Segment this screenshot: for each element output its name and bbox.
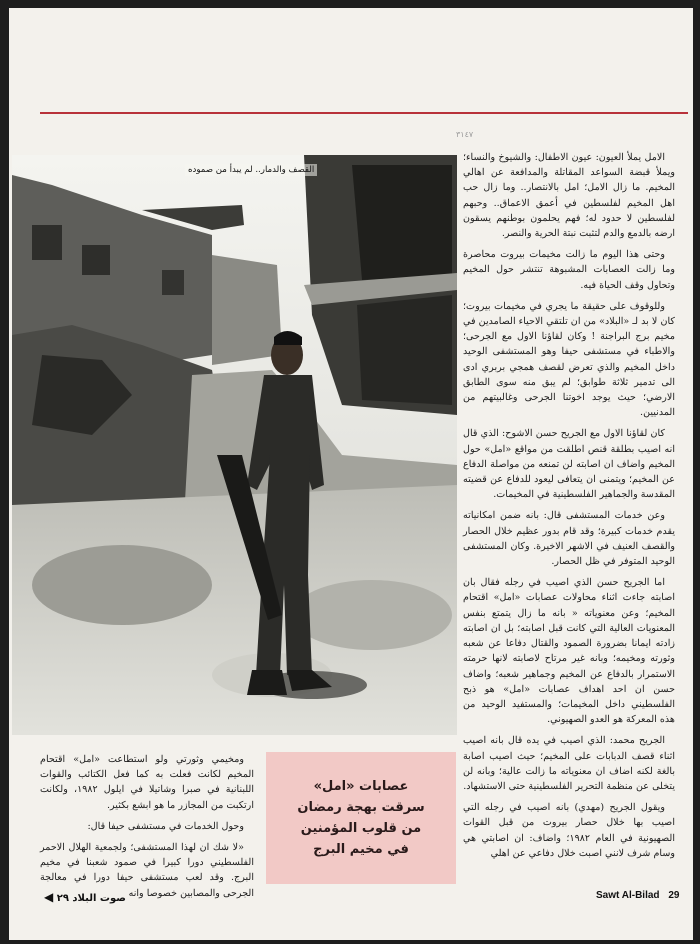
paragraph: كان لقاؤنا الاول مع الجريح حسن الاشوح: الذي قال انه اصيب بطلقة قنص اطلقت من مواقع «امل» حول المخيم واضاف ان اصابته لن تمنعه من مواصلة الدفاع عن المخيم؛ ويتمنى ان يتعافى ليعود للدفاع عن قضيته المقدسة والجماهير الفلسطينية في المخيمات. — [463, 428, 675, 501]
article-column-right — [463, 150, 675, 880]
pull-quote-line: عصابات «امل» — [313, 779, 409, 794]
footer-right — [596, 890, 679, 901]
header-rule — [40, 112, 688, 114]
paragraph: وعن خدمات المستشفى قال: بانه ضمن امكانياته يقدم خدمات كبيرة؛ وقد قام بدور عظيم خلال الحصار والقصف العنيف في الاشهر الاخيرة. وكان المستشفى الوحيد المتوفر في ظل الحصار. — [463, 510, 675, 568]
arrow-left-icon: ◀ — [44, 890, 54, 904]
pull-quote-line: سرقت بهجة رمضان — [297, 800, 425, 815]
publication-name-arabic: صوت البلاد — [72, 893, 126, 904]
publication-name-latin: Sawt Al-Bilad — [596, 890, 660, 901]
paragraph: ومخيمي وثورتي ولو استطاعت «امل» اقتحام المخيم لكانت فعلت به كما فعل الكتائب والقوات اللبنانية في صبرا وشاتيلا في ايلول ١٩٨٢، ولكانت ارتكبت من المجازر ما هو ابشع بكثير. — [40, 754, 254, 811]
article-photo — [12, 155, 457, 735]
scan-mark: ٣١٤٧ — [456, 130, 474, 139]
paragraph: ويقول الجريح (مهدي) بانه اصيب في رجله التي اصيب بها خلال حصار بيروت من قبل القوات الصهيونية في العام ١٩٨٢؛ واضاف: ان اصابتي هي وسام شرف لانني اصبت خلال دفاعي عن اهلي — [463, 802, 676, 859]
paragraph: الجريح محمد: الذي اصيب في يده قال بانه اصيب اثناء قصف الدبابات على المخيم؛ حيث اصيب اصابة بالغة لكنه اضاف ان معنوياته ما زالت عالية؛ وبانه لن يتخلى عن منظمة التحرير الفلسطينية حتى الاستشهاد. — [463, 735, 675, 792]
paragraph: وحتى هذا اليوم ما زالت مخيمات بيروت محاصرة وما زالت العصابات المشبوهة تنتشر حول المخيم وتحاول وقف الحياة فيه. — [463, 249, 675, 291]
photo-caption: القصف والدمار.. لم يبدأ من صموده — [185, 164, 317, 176]
paragraph: وحول الخدمات في مستشفى حيفا قال: — [87, 820, 244, 832]
page-number-arabic: ٢٩ — [56, 893, 69, 904]
pull-quote-line: في مخيم البرج — [313, 842, 409, 857]
paragraph: وللوقوف على حقيقة ما يجري في مخيمات بيروت؛ كان لا بد لـ «البلاد» من ان تلتقي الاحياء الصامدين في مخيم برج البراجنة ! وكان لقاؤنا الاول مع الجرحى؛ والاطباء في مستشفى حيفا وهو المستشفى الوحيد داخل المخيم والذي تعرض لقصف همجي بربري ادى الى تدمير ثلاثة طوابق؛ لم يبق منه سوى الطابق الارضي؛ حيث يوجد اخوتنا الجرحى وغالبيتهم من المدنيين. — [463, 300, 675, 419]
page-number: 29 — [668, 890, 680, 901]
footer-left — [38, 890, 126, 904]
paragraph: «لا شك ان لهذا المستشفى؛ ولجمعية الهلال الاحمر الفلسطيني دورا كبيرا في صمود شعبنا في مخيم البرج. وقد لعب مستشفى حيفا دورا في معالجة الجرحى والمصابين خصوصا وانه — [40, 842, 254, 899]
pull-quote-line: من قلوب المؤمنين — [300, 821, 422, 836]
paragraph: اما الجريح حسن الذي اصيب في رجله فقال بان اصابته جاءت اثناء محاولات عصابات «امل» اقتحام المخيم؛ وعن معنوياته « بانه ما زال يتمتع بنفس المعنويات العالية التي كانت قبل اصابته؛ بل ان اصابته زادته ايمانا بضرورة الصمود والقتال دفاعا عن شعبه وثورته ومخيمه؛ وبانه غير مرتاح لاصابته لانها حرمته الاستمرار بالدفاع عن المخيم وجماهير شعبه؛ واضاف حسن ان احد اهداف عصابات «امل» هو ذبح الفلسطيني داخل المخيمات؛ والمستفيد الوحيد من هذه المعركة هو العدو الصهيوني. — [463, 577, 675, 726]
paragraph: الامل يملأ العيون: عيون الاطفال: والشيوخ والنساء؛ ويملأ قبضة السواعد المقاتلة والمدافعة عن اهالي المخيم. ما زال الامل؛ امل بالانتصار.. وما زال حب اهل المخيم لفلسطين في أعمق الاعماق.. وحبهم لفلسطين لا حدود له؛ فهم يحلمون بوطنهم يسقون ارضه بالدمع والدم لتثبت نبتة الحرية والنصر. — [463, 152, 675, 240]
pull-quote — [266, 752, 456, 884]
